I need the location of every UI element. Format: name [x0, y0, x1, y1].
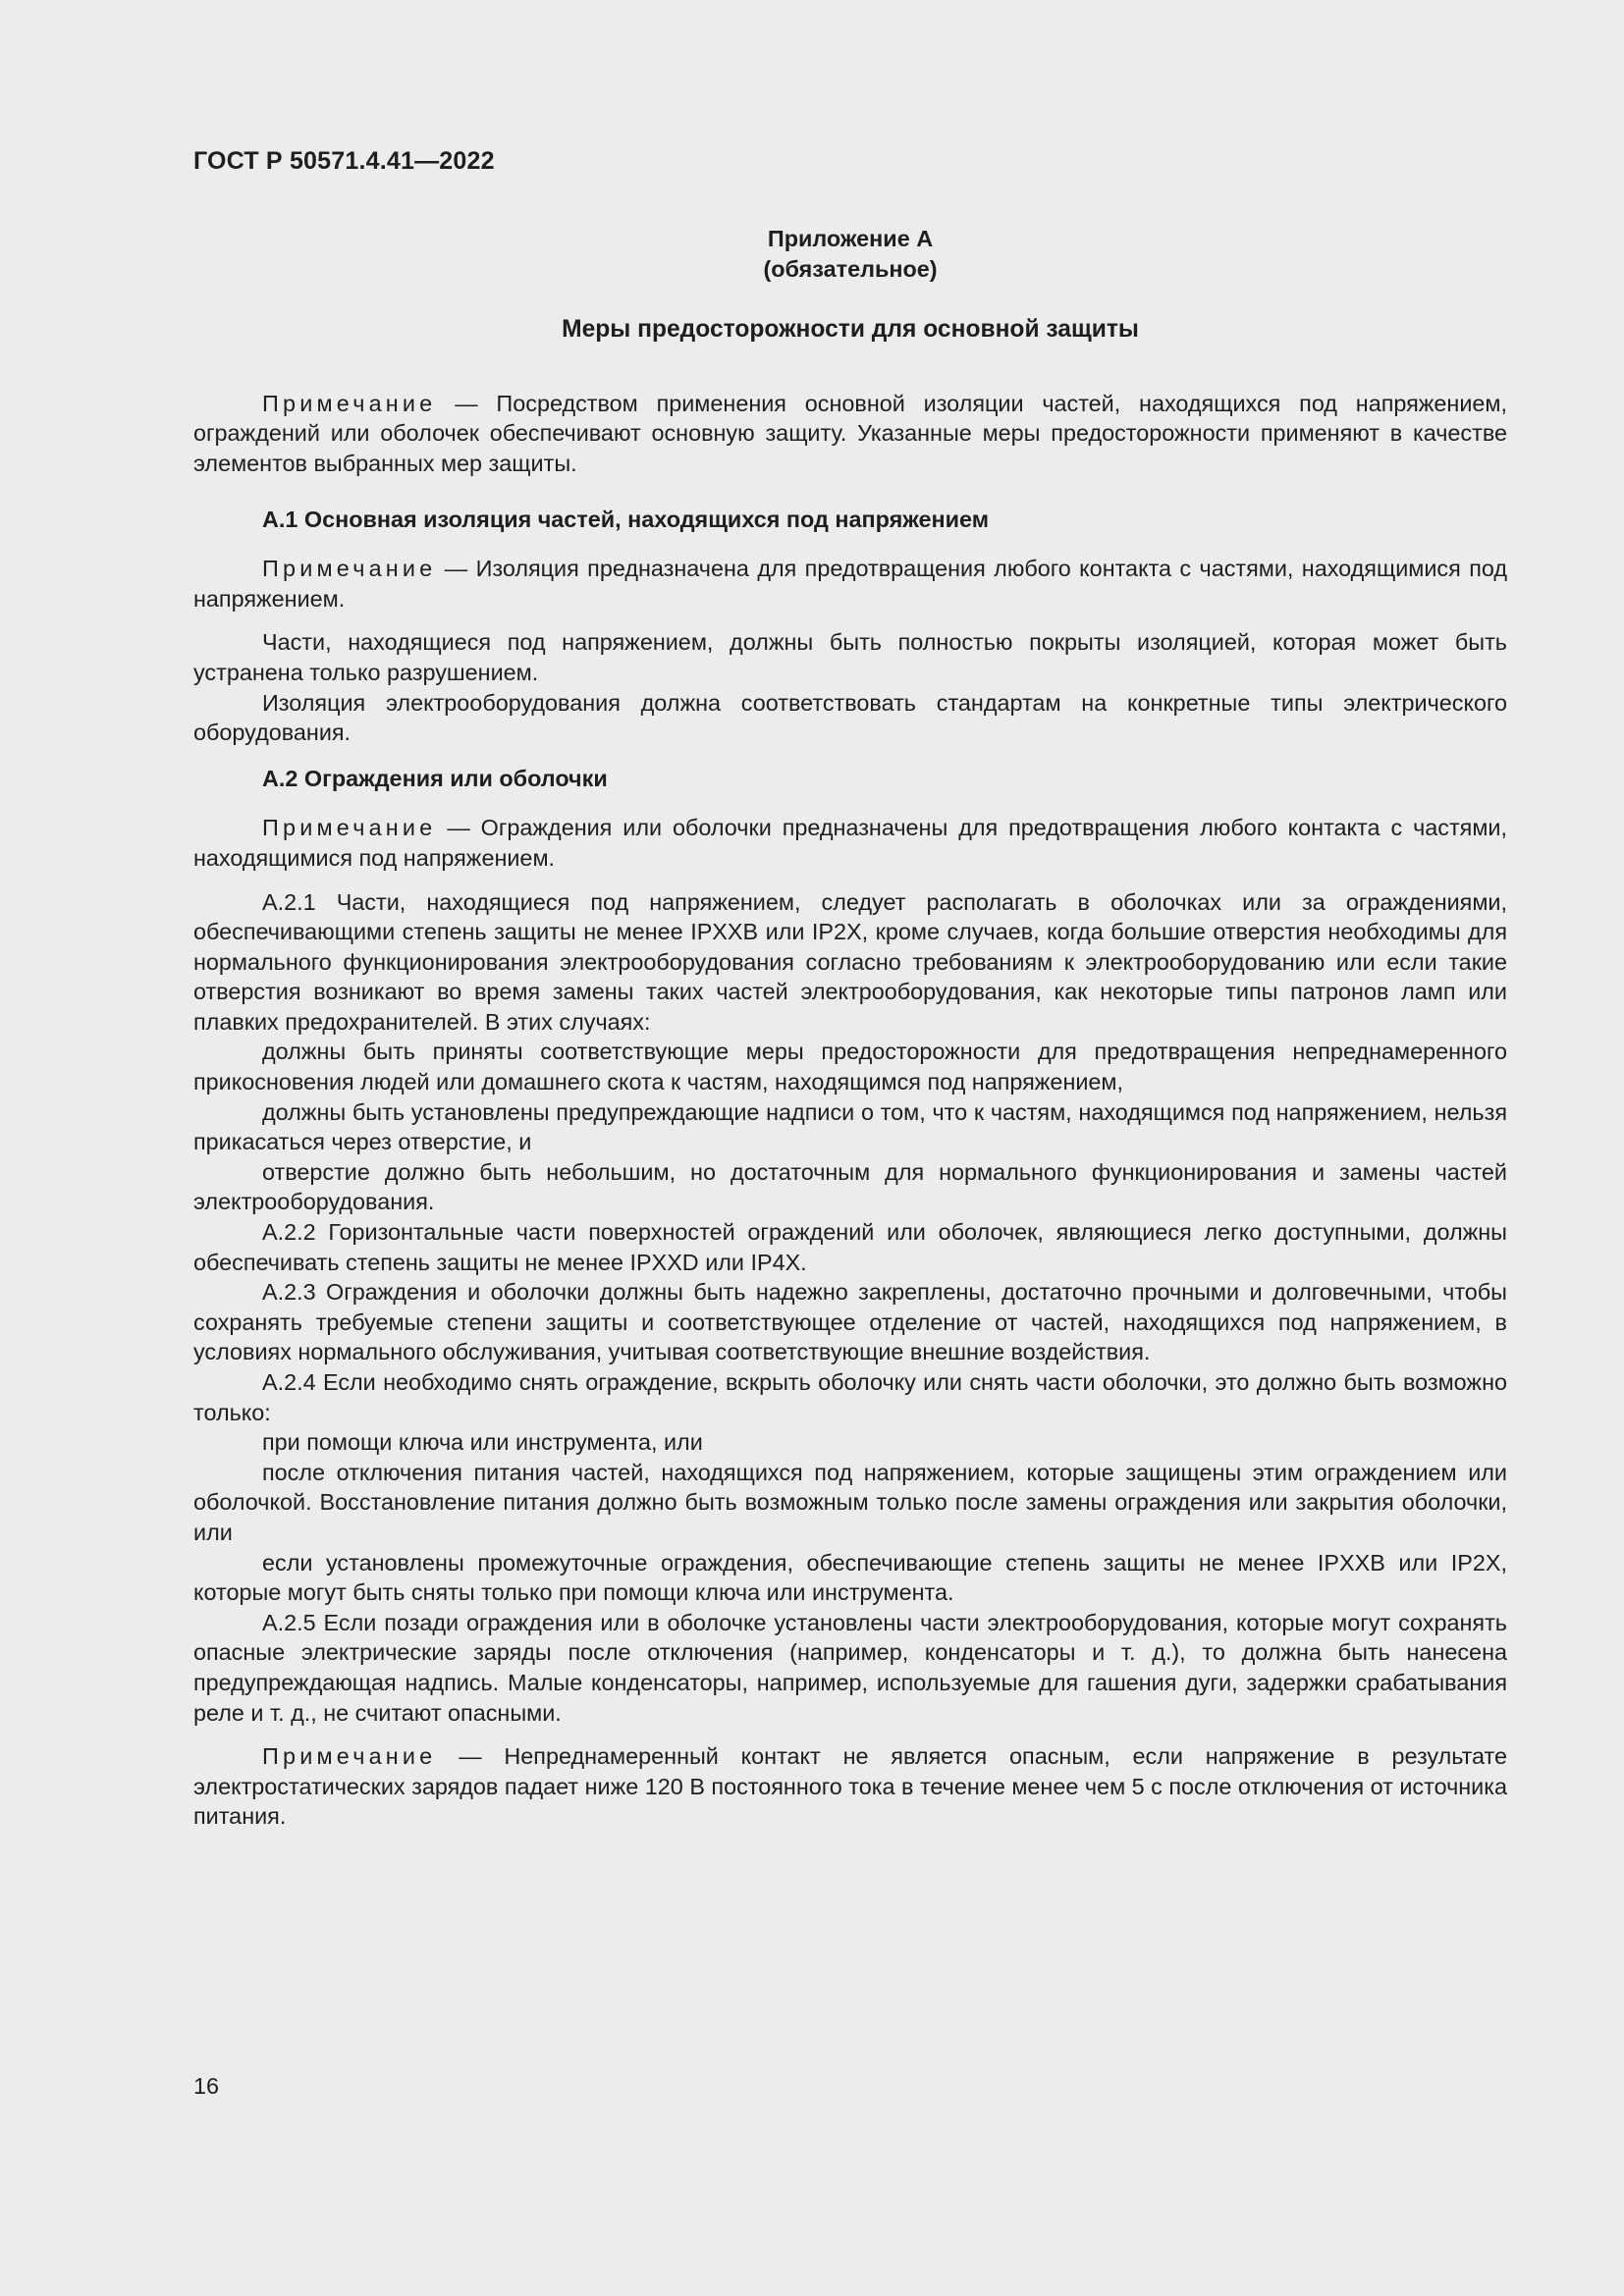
clause-a2-5: А.2.5 Если позади ограждения или в оболочке установлены части электрооборудования, которые могут сохранять опасные электрические заряды после отключения (например, конденсаторы и т. д.), то должна быть нанесена предупреждающая надпись. Малые конденсаторы, например, используемые для гашения дуги, задержки срабатывания реле и т. д., не считают опасными. — [193, 1609, 1507, 1726]
section-a1-heading: А.1 Основная изоляция частей, находящихся под напряжением — [262, 506, 990, 532]
document-code: ГОСТ Р 50571.4.41—2022 — [193, 147, 495, 175]
intro-note — [193, 389, 1507, 479]
list-item: должны быть установлены предупреждающие надписи о том, что к частям, находящимся под напряжением, нельзя прикасаться через отверстие, и — [193, 1098, 1507, 1155]
clause-a2-2: А.2.2 Горизонтальные части поверхностей ограждений или оболочек, являющиеся легко доступными, должны обеспечивать степень защиты не менее IPXXD или IP4X. — [193, 1219, 1507, 1275]
a1-note — [193, 554, 1507, 614]
appendix-heading: Меры предосторожности для основной защиты — [562, 316, 1139, 344]
note-label: Примечание — [262, 390, 437, 416]
note-text: — Изоляция предназначена для предотвращения любого контакта с частями, находящимися под напряжением. — [193, 556, 1507, 612]
clause-a2-3: А.2.3 Ограждения и оболочки должны быть надежно закреплены, достаточно прочными и долговечными, чтобы сохранять требуемые степени защиты и соответствующее отделение от частей, находящихся под напряжением, в условиях нормального обслуживания, учитывая соответствующие внешние воздействия. — [193, 1279, 1507, 1365]
list-item: если установлены промежуточные ограждения, обеспечивающие степень защиты не менее IPXXB или IP2X, которые могут быть сняты только при помощи ключа или инструмента. — [193, 1549, 1507, 1606]
appendix-status: (обязательное) — [763, 255, 938, 282]
appendix-title: Приложение А — [767, 226, 934, 251]
note-text: — Ограждения или оболочки предназначены для предотвращения любого контакта с частями, находящимися под напряжением. — [193, 815, 1507, 871]
list-item: при помощи ключа или инструмента, или — [262, 1429, 703, 1456]
final-note — [193, 1741, 1507, 1832]
note-label: Примечание — [262, 1743, 437, 1770]
page-content — [193, 224, 1507, 1832]
note-text: — Непреднамеренный контакт не является опасным, если напряжение в результате электростатических зарядов падает ниже 120 В постоянного тока в течение менее чем 5 с после отключения от источника питания. — [193, 1743, 1508, 1830]
clause-a2-1: А.2.1 Части, находящиеся под напряжением, следует располагать в оболочках или за ограждениями, обеспечивающими степень защиты не менее IPXXB или IP2X, кроме случаев, когда большие отверстия необходимы для нормального функционирования электрооборудования согласно требованиям к электрооборудованию или если такие отверстия возникают во время замены таких частей электрооборудования, как некоторые типы патронов ламп или плавких предохранителей. В этих случаях: — [193, 888, 1507, 1035]
section-a2-heading: А.2 Ограждения или оболочки — [262, 765, 608, 791]
list-item: должны быть приняты соответствующие меры предосторожности для предотвращения непреднамеренного прикосновения людей или домашнего скота к частям, находящимся под напряжением, — [193, 1039, 1507, 1095]
page-number: 16 — [193, 2073, 220, 2099]
a1-paragraph: Изоляция электрооборудования должна соответствовать стандартам на конкретные типы электрического оборудования. — [193, 689, 1507, 746]
a2-note — [193, 813, 1507, 873]
note-label: Примечание — [262, 815, 437, 841]
clause-a2-4: А.2.4 Если необходимо снять ограждение, вскрыть оболочку или снять части оболочки, это должно быть возможно только: — [193, 1369, 1507, 1425]
note-text: — Посредством применения основной изоляции частей, находящихся под напряжением, ограждений или оболочек обеспечивают основную защиту. Указанные меры предосторожности применяют в качестве элементов выбранных мер защиты. — [193, 390, 1508, 476]
list-item: отверстие должно быть небольшим, но достаточным для нормального функционирования и замены частей электрооборудования. — [193, 1158, 1507, 1215]
a1-paragraph: Части, находящиеся под напряжением, должны быть полностью покрыты изоляцией, которая может быть устранена только разрушением. — [193, 629, 1507, 685]
note-label: Примечание — [262, 556, 437, 582]
list-item: после отключения питания частей, находящихся под напряжением, которые защищены этим ограждением или оболочкой. Восстановление питания должно быть возможным только после замены ограждения или закрытия оболочки, или — [193, 1459, 1507, 1545]
